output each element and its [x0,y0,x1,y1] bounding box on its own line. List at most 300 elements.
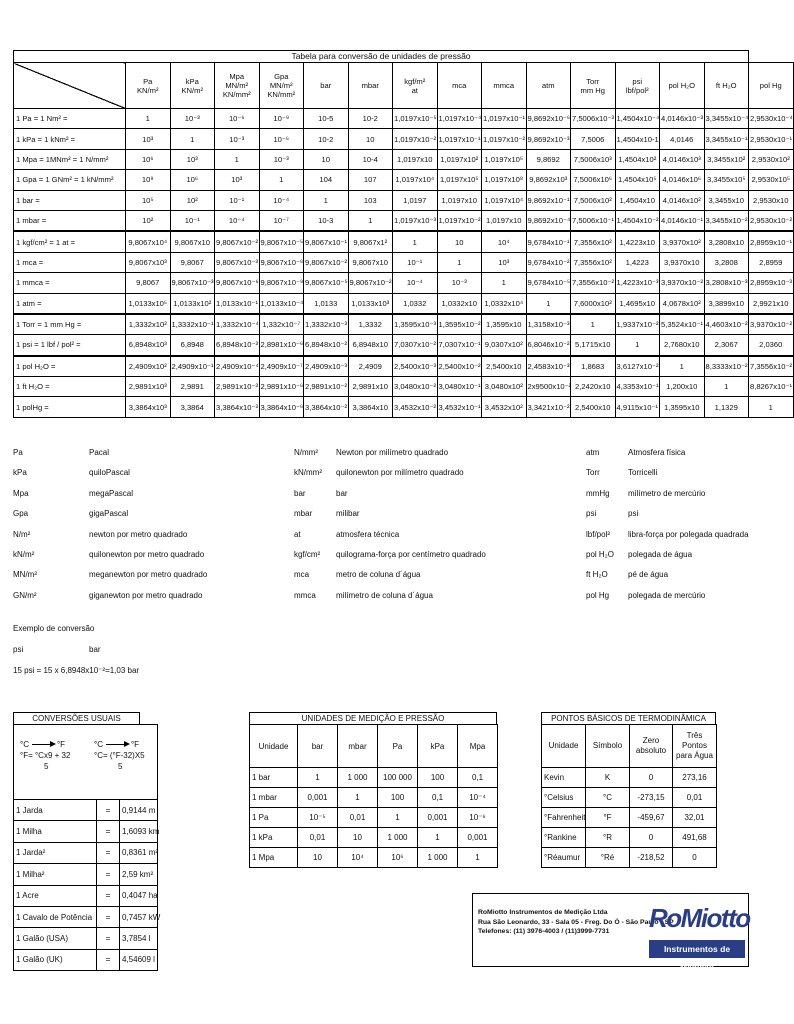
column-header-line: mmca [493,81,515,90]
legend-item [586,570,756,590]
table-cell: 1,4504x10⁻² [615,210,660,231]
table-cell: 10-2 [348,109,393,129]
legend-desc: quilonewton por metro quadrado [89,549,205,559]
table-cell: 104 [304,170,349,190]
table-cell: 2,5400x10⁻³ [393,356,438,377]
table-cell: 2,9530x10² [749,149,794,169]
table-cell: 2,9530x10⁻² [749,210,794,231]
units-header: Unidade [250,725,298,768]
table-cell: 2,2420x10 [571,377,616,397]
table-cell: 2,9530x10⁻⁴ [749,109,794,129]
pontos-cell: 32,01 [673,808,717,828]
table-cell: 3,9370x10² [660,231,705,252]
column-header [615,63,660,109]
table-cell: 5,3524x10⁻¹ [660,314,705,335]
legend-item [13,468,273,488]
table-cell: 4,0146x10⁻³ [660,109,705,129]
temp-to-unit: °F [56,740,66,749]
legend-item [294,468,574,488]
table-cell: 2,0360 [749,335,794,356]
pontos-cell: °F [586,808,630,828]
table-cell: 3,3864x10 [348,397,393,417]
legend-item [294,509,574,529]
column-header-line: mca [452,81,467,90]
legend-desc: giganewton por metro quadrado [89,590,203,600]
pontos-cell: °R [586,828,630,848]
conversion-equals: = [97,906,120,927]
legend-item [586,530,756,550]
table-cell: 10 [348,129,393,149]
units-row [250,768,498,788]
example-title: Exemplo de conversão [13,624,95,633]
table-cell: 3,0480x10² [482,377,527,397]
legend-abbr: mca [294,570,310,580]
table-cell: 3,3421x10⁻² [526,397,571,417]
table-cell: 2,8981x10⁻⁶ [259,335,304,356]
legend-abbr: lbf/pol² [586,529,611,539]
table-cell: 9,8067x10³ [126,252,171,272]
table-cell: 2,4909x10⁻⁴ [215,356,260,377]
table-cell: 2,4909x10² [126,356,171,377]
row-label: 1 ft H₂O = [14,377,126,397]
table-row [14,273,794,293]
pontos-cell: 273,16 [673,768,717,788]
table-cell: 9,6784x10⁻² [526,252,571,272]
celsius-to-fahrenheit [20,739,70,772]
table-cell: 2,9530x10⁵ [749,170,794,190]
pontos-title: PONTOS BÁSICOS DE TERMODINÂMICA [541,712,716,724]
pontos-cell: 0 [630,828,673,848]
column-header-line: pol Hg [759,81,782,90]
table-cell: 1,0133x10² [170,293,215,314]
legend-abbr: MN/m² [13,570,37,580]
units-cell: 10⁻⁵ [298,808,338,828]
conversion-label: 1 Acre [14,885,97,906]
table-cell: 6,8948 [170,335,215,356]
table-cell: 7,3556x10² [571,231,616,252]
table-cell: 1,8683 [571,356,616,377]
table-cell: 7,3556x10² [571,252,616,272]
conversion-value: 1,6093 km [120,821,158,842]
table-row [14,356,794,377]
table-cell: 1,0197 [393,190,438,210]
table-cell: 3,3864x10³ [126,397,171,417]
legend-abbr: Gpa [13,509,29,519]
column-header-line: ft H₂O [715,81,737,90]
legend-item [586,550,756,570]
units-cell: 10 [298,848,338,868]
table-cell: 10 [304,149,349,169]
table-cell: 3,3864x10⁻² [304,397,349,417]
company-info [478,908,674,937]
table-cell: 1 [348,210,393,231]
conversion-label: 1 Jarda [14,800,97,821]
legend-desc: milibar [336,509,360,519]
table-cell: 9,8067x10⁻⁶ [215,273,260,293]
table-cell: 9,8692x10⁻⁶ [526,109,571,129]
table-cell: 4,0146x10² [660,190,705,210]
legend-abbr: atm [586,448,600,457]
units-cell: 0,001 [418,808,458,828]
table-cell: 3,3455x10² [704,149,749,169]
conversion-equals: = [97,928,120,949]
company-box [472,893,750,972]
units-cell: 1 kPa [250,828,298,848]
unidades-table [249,724,498,868]
units-cell: 100 [418,768,458,788]
legend-desc: milímetro de coluna d´água [336,590,433,600]
pontos-cell: -218,52 [630,848,673,868]
table-cell: 9,8067 [126,273,171,293]
table-cell: 10⁻⁹ [259,109,304,129]
arrow-right-icon [106,744,128,745]
table-cell: 9,8067x10⁻³ [215,252,260,272]
column-header [348,63,393,109]
table-cell: 1,1329 [704,397,749,417]
table-cell: 10⁶ [170,170,215,190]
column-header [571,63,616,109]
table-cell: 10⁵ [126,190,171,210]
legend-desc: quiloPascal [89,468,130,478]
legend-abbr: bar [294,488,306,498]
table-cell: 2,9891x10³ [126,377,171,397]
units-cell: 0,01 [338,808,378,828]
conversion-row [14,821,158,842]
conversion-label: 1 Milha² [14,864,97,885]
table-cell: 1,0133x10³ [348,293,393,314]
table-cell: 1,4695x10 [615,293,660,314]
units-cell: 1 [458,848,498,868]
table-cell: 10-2 [304,129,349,149]
conversion-equals: = [97,800,120,821]
row-label: 1 Mpa = 1MNm² = 1 N/mm² [14,149,126,169]
table-cell: 9,8067x10 [170,231,215,252]
table-cell: 1,0197x10 [437,190,482,210]
conversion-row [14,864,158,885]
table-cell: 1,3595x10 [660,397,705,417]
company-name: RoMiotto Instrumentos de Medição Ltda [478,909,608,916]
table-cell: 9,8067x10⁻⁶ [259,252,304,272]
table-cell: 10⁻³ [259,149,304,169]
units-cell: 1 000 [418,848,458,868]
legend-column-1 [13,448,273,611]
table-cell: 9,8067x10⁻¹ [304,231,349,252]
pontos-cell: °Ré [586,848,630,868]
pontos-cell: -273,15 [630,788,673,808]
units-header: bar [298,725,338,768]
row-label: 1 pol H₂O = [14,356,126,377]
table-cell: 4,0146 [660,129,705,149]
table-cell: 1,4504x10 [615,190,660,210]
example-formula: 15 psi = 15 x 6,8948x10⁻²=1,03 bar [13,666,140,675]
units-cell: 10 [338,828,378,848]
table-cell: 3,3864x10⁻³ [215,397,260,417]
units-cell: 1 [378,808,418,828]
table-cell: 1,3332x10⁻¹ [170,314,215,335]
legend-abbr: Mpa [13,488,29,498]
pontos-cell: 0 [673,848,717,868]
table-cell: 1 [126,109,171,129]
table-cell: 4,9115x10⁻¹ [615,397,660,417]
table-cell: 7,6000x10² [571,293,616,314]
column-header-line: lbf/pol² [625,85,649,95]
table-cell: 1,0197x10⁴ [393,170,438,190]
legend-item [586,448,756,468]
legend-item [294,530,574,550]
table-cell: 3,3455x10⁻⁴ [704,109,749,129]
pontos-cell: °Réaumur [542,848,586,868]
table-cell: 3,3455x10⁻² [704,210,749,231]
conversion-label: 1 Galão (UK) [14,949,97,970]
table-cell: 7,5006x10⁻¹ [571,210,616,231]
legend-item [13,509,273,529]
units-cell: 100 000 [378,768,418,788]
pontos-cell: -459,67 [630,808,673,828]
table-cell: 4,0146x10⁻¹ [660,210,705,231]
table-cell: 7,5006x10⁶ [571,170,616,190]
table-cell: 1 [393,231,438,252]
column-header-line: mm Hg [580,85,605,95]
pontos-cell: °Fahrenheit [542,808,586,828]
units-cell: 1 [418,828,458,848]
legend-desc: polegada de água [628,549,693,559]
units-cell: 0,1 [418,788,458,808]
column-header [749,63,794,109]
table-cell: 1,3332 [348,314,393,335]
table-cell: 1 [437,252,482,272]
table-cell: 3,3455x10⁻¹ [704,129,749,149]
table-cell: 2,3067 [704,335,749,356]
table-cell: 1,4504x10² [615,149,660,169]
logo-text: RoMiotto [649,903,750,933]
table-cell: 4,0146x10⁶ [660,170,705,190]
table-cell: 1,3158x10⁻³ [526,314,571,335]
table-cell: 2,4909x10⁻¹ [170,356,215,377]
row-label: 1 Gpa = 1 GNm² = 1 kN/mm² [14,170,126,190]
legend-desc: Pacal [89,448,110,457]
units-header: Pa [378,725,418,768]
units-cell: 10⁻⁶ [458,808,498,828]
example-from-unit: psi [13,645,24,654]
romiotto-logo [649,902,750,972]
table-cell: 10³ [170,149,215,169]
table-cell: 1,0197x10⁵ [482,149,527,169]
table-cell: 7,3556x10⁻² [571,273,616,293]
company-phone: Telefones: (11) 3976-4003 / (11)3999-7731 [478,928,610,935]
table-row [14,210,794,231]
column-header-line: Gpa [274,72,289,81]
row-label: 1 mbar = [14,210,126,231]
row-label: 1 kPa = 1 kNm² = [14,129,126,149]
units-cell: 100 [378,788,418,808]
table-cell: 2,5400x10 [482,356,527,377]
table-row [14,149,794,169]
legend-abbr: pol H₂O [586,549,615,559]
table-cell: 3,3899x10 [704,293,749,314]
legend-desc: gigaPascal [89,509,129,519]
table-cell: 10⁻⁷ [259,210,304,231]
main-table-title: Tabela para conversão de unidades de pressão [13,50,749,62]
temp-to-unit: °F [130,740,140,749]
table-cell: 1,0197x10⁻² [437,210,482,231]
table-row [14,335,794,356]
table-cell: 9,8692x10⁻³ [526,129,571,149]
table-cell: 10³ [482,252,527,272]
table-cell: 1,4504x10⁵ [615,170,660,190]
legend-desc: quilonewton por milímetro quadrado [336,468,464,478]
table-cell: 10⁹ [126,170,171,190]
legend-abbr: GN/m² [13,590,37,600]
legend-desc: meganewton por metro quadrado [89,570,208,580]
pontos-row [542,848,717,868]
legend-desc: metro de coluna d´água [336,570,421,580]
legend-abbr: Pa [13,448,23,457]
table-cell: 1,3332x10⁻³ [304,314,349,335]
table-cell: 7,5006x10³ [571,149,616,169]
company-address: Rua São Leonardo, 33 - Sala 05 - Freg. Do Ó - São Paulo - SP [478,918,674,926]
legend-item [13,570,273,590]
temp-formula: °C= (°F-32)X5 [94,751,145,760]
table-cell: 1 [749,397,794,417]
table-cell: 1 [259,170,304,190]
table-cell: 2,7680x10 [660,335,705,356]
table-cell: 2,9921x10 [749,293,794,314]
conversion-equals: = [97,821,120,842]
conversion-label: 1 Jarda² [14,842,97,863]
column-header-line: KN/m² [136,85,159,95]
table-row [14,252,794,272]
table-cell: 2,9530x10⁻¹ [749,129,794,149]
column-header-line: Pa [143,76,153,86]
units-cell: 1 [338,788,378,808]
legend-abbr: Torr [586,468,600,478]
table-cell: 10⁴ [482,231,527,252]
column-header [126,63,171,109]
column-header-line: psi [632,76,643,86]
table-cell: 1,0197x10⁻⁵ [393,109,438,129]
temp-formula: °F= °Cx9 + 32 [20,751,71,760]
table-cell: 3,4532x10² [482,397,527,417]
table-cell: 10⁻³ [215,129,260,149]
table-cell: 8,3333x10⁻² [704,356,749,377]
table-cell: 2,9891x10⁻² [304,377,349,397]
legend-item [294,591,574,611]
table-cell: 2,4909x10⁻⁷ [259,356,304,377]
legend-desc: Torricelli [628,468,658,478]
table-cell: 9,6784x10⁻¹ [526,231,571,252]
table-cell: 1,332x10⁻⁷ [259,314,304,335]
table-cell: 3,2808 [704,252,749,272]
pontos-header: Unidade [542,725,586,768]
legend-column-2 [294,448,574,611]
conversoes-title: CONVERSÕES USUAIS [13,712,140,724]
table-cell: 9,8692x10⁻¹ [526,190,571,210]
table-cell: 1 [482,273,527,293]
column-header [704,63,749,109]
pontos-row [542,768,717,788]
table-cell: 6,8948x10³ [126,335,171,356]
units-cell: 1 mbar [250,788,298,808]
legend-item [13,530,273,550]
table-row [14,129,794,149]
legend-abbr: N/mm² [294,448,318,457]
row-label: 1 Pa = 1 Nm² = [14,109,126,129]
column-header-line: atm [541,81,555,90]
table-cell: 9,6784x10⁻⁵ [526,273,571,293]
temperature-formulas [14,725,158,800]
row-label: 1 mca = [14,252,126,272]
table-cell: 3,0480x10⁻¹ [437,377,482,397]
legend-column-3 [586,448,756,611]
table-cell: 7,5006 [571,129,616,149]
table-cell: 10² [126,210,171,231]
table-cell: 1,0197x10⁻² [482,129,527,149]
unidades-title: UNIDADES DE MEDIÇÃO E PRESSÃO [249,712,497,724]
table-cell: 1,0197x10 [393,149,438,169]
table-cell: 1,0133x10⁵ [126,293,171,314]
conversion-value: 4,54609 l [120,949,158,970]
table-cell: 1,0133x10⁻¹ [215,293,260,314]
table-cell: 3,2808x10⁻³ [704,273,749,293]
column-header-line: Mpa [229,72,245,81]
legend-abbr: N/m² [13,529,31,539]
conversion-value: 3,7854 l [120,928,158,949]
table-cell: 2,4909 [348,356,393,377]
legend-desc: newton por metro quadrado [89,529,188,539]
conversion-row [14,906,158,927]
legend-abbr: kgf/cm² [294,549,321,559]
pontos-row [542,808,717,828]
legend-desc: megaPascal [89,488,134,498]
table-cell: 2,9530x10 [749,190,794,210]
legend-desc: atmosfera técnica [336,529,400,539]
table-cell: 9,8067x10⁻² [304,252,349,272]
legend-abbr: pol Hg [586,590,610,600]
table-cell: 10⁻¹ [215,190,260,210]
units-cell: 0,01 [298,828,338,848]
table-cell: 8,8267x10⁻¹ [749,377,794,397]
conversion-label: 1 Galão (USA) [14,928,97,949]
units-cell: 1 [298,768,338,788]
units-cell: 1 Mpa [250,848,298,868]
legend-desc: Newton por milímetro quadrado [336,448,449,457]
legend-item [294,489,574,509]
table-cell: 9,8692 [526,149,571,169]
table-cell: 107 [348,170,393,190]
table-cell: 4,0146x10³ [660,149,705,169]
table-cell: 10⁻⁴ [215,210,260,231]
conversoes-table [13,724,161,971]
legend-item [586,591,756,611]
legend-item [294,448,574,468]
table-cell: 6,8948x10⁻² [304,335,349,356]
table-cell: 1 [526,293,571,314]
conversion-row [14,885,158,906]
conversion-label: 1 Cavalo de Potência [14,906,97,927]
units-header: Mpa [458,725,498,768]
legend-abbr: mbar [294,509,313,519]
legend-desc: milímetro de mercúrio [628,488,706,498]
table-cell: 10⁶ [126,149,171,169]
table-cell: 1 [660,356,705,377]
legend-item [294,550,574,570]
legend-abbr: kN/mm² [294,468,322,478]
units-header: mbar [338,725,378,768]
pontos-cell: °Rankine [542,828,586,848]
table-cell: 3,3455x10⁵ [704,170,749,190]
legend-abbr: kPa [13,468,27,478]
conversion-value: 0,8361 m² [120,842,158,863]
